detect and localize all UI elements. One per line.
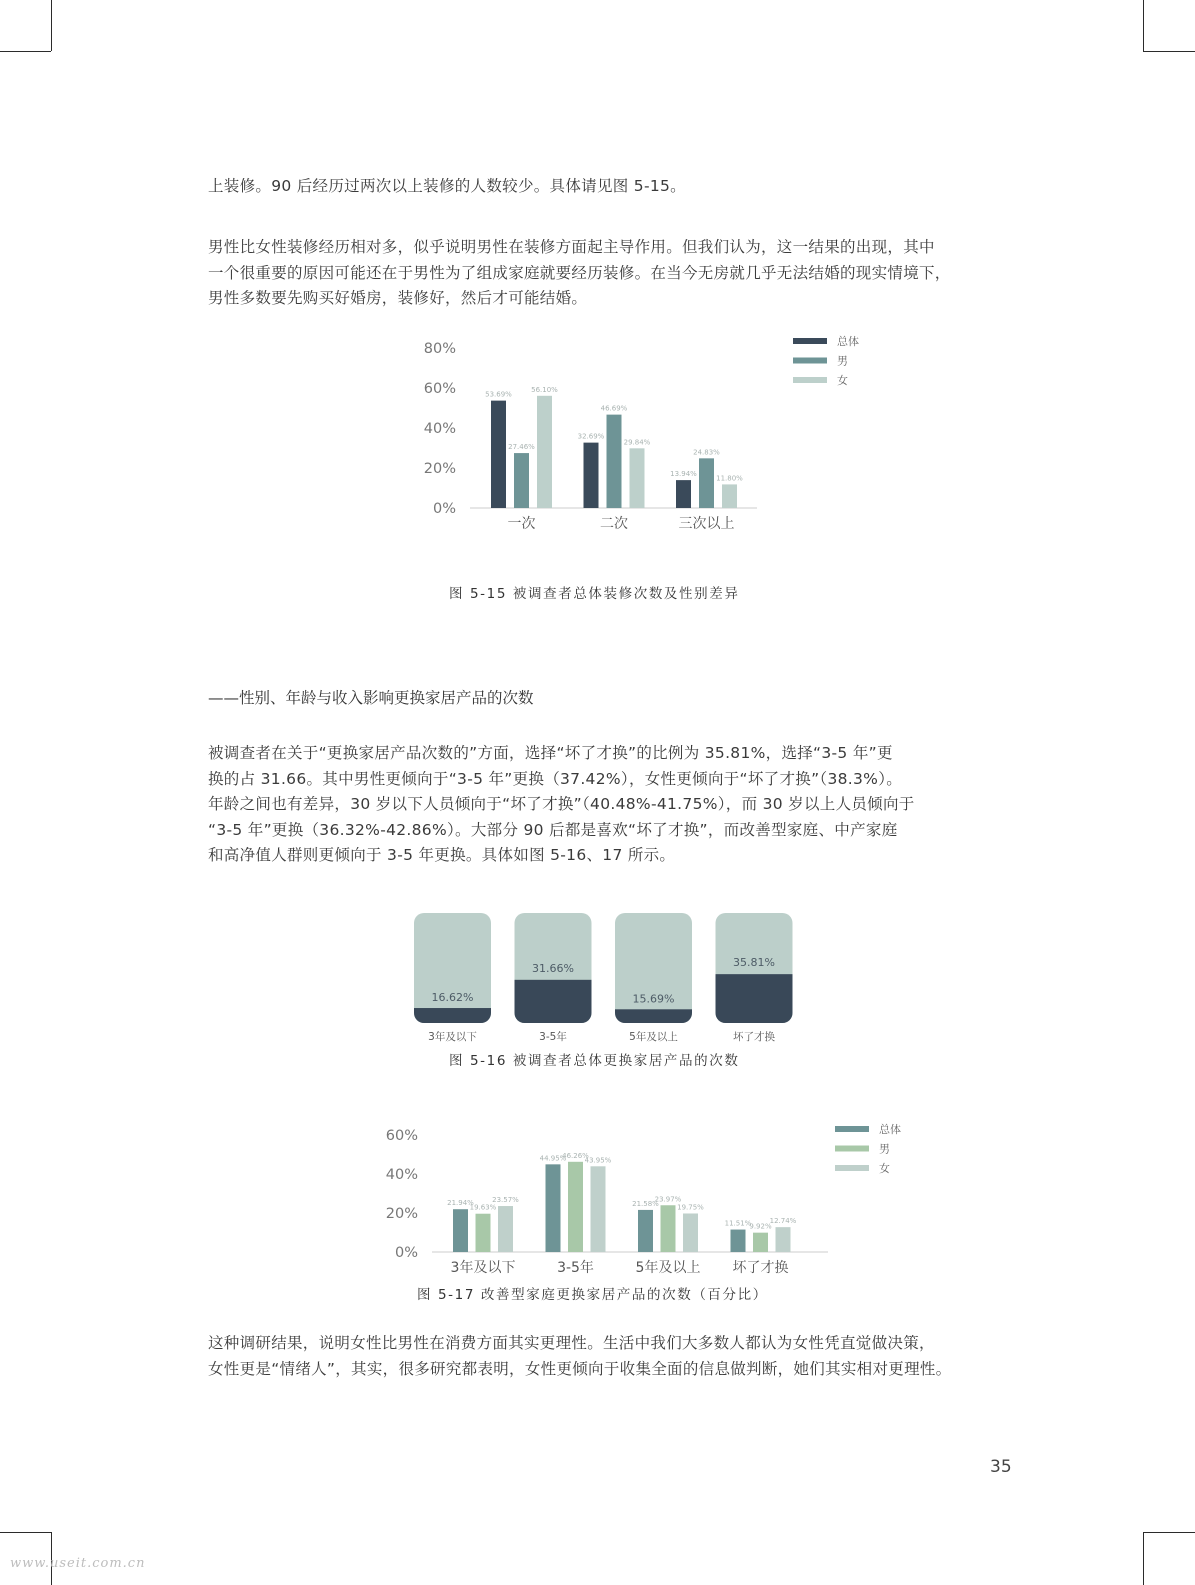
- legend-label: 女: [879, 1162, 890, 1175]
- data-label: 53.69%: [485, 390, 512, 399]
- bar: [638, 1210, 653, 1252]
- bar: [453, 1209, 468, 1252]
- data-label: 43.95%: [584, 1156, 612, 1165]
- y-tick-label: 60%: [385, 1128, 418, 1144]
- legend-label: 男: [837, 354, 848, 368]
- page-number: 35: [990, 1457, 1012, 1477]
- data-label: 44.95%: [539, 1154, 567, 1163]
- data-label: 23.57%: [492, 1196, 519, 1205]
- legend-label: 总体: [879, 1123, 901, 1136]
- data-label: 19.75%: [677, 1203, 704, 1212]
- card-value-label: 15.69%: [632, 992, 675, 1006]
- bar: [731, 1230, 746, 1252]
- legend-label: 男: [879, 1142, 890, 1156]
- bar: [568, 1162, 583, 1252]
- section-heading: ——性别、年龄与收入影响更换家居产品的次数: [208, 689, 534, 707]
- text-line: “3-5 年”更换（36.32%-42.86%）。大部分 90 后都是喜欢“坏了才换”，而改善型家庭、中产家庭: [208, 820, 898, 839]
- crop-mark-bottom-right: [1143, 1532, 1144, 1585]
- legend-swatch: [835, 1146, 869, 1152]
- x-tick-label: 二次: [600, 516, 628, 532]
- bar: [591, 1166, 606, 1252]
- x-tick-label: 5年及以上: [635, 1260, 701, 1276]
- text-line: 年龄之间也有差异，30 岁以下人员倾向于“坏了才换”（40.48%-41.75%），而 30 岁以上人员倾向于: [208, 795, 915, 813]
- data-label: 32.69%: [577, 432, 605, 441]
- y-tick-label: 80%: [423, 341, 456, 357]
- crop-mark-bottom-left: [0, 1532, 51, 1533]
- legend-swatch: [835, 1165, 869, 1171]
- crop-mark-bottom-right: [1143, 1532, 1195, 1533]
- data-label: 21.94%: [447, 1199, 474, 1208]
- card-category-label: 3-5年: [539, 1031, 567, 1043]
- card-category-label: 3年及以下: [428, 1031, 477, 1043]
- figure-caption-5-15: 图 5-15 被调查者总体装修次数及性别差异: [449, 586, 740, 602]
- text-line: 男性比女性装修经历相对多，似乎说明男性在装修方面起主导作用。但我们认为，这一结果的出现，其中: [208, 238, 935, 256]
- data-label: 13.94%: [670, 470, 697, 479]
- data-label: 12.74%: [769, 1217, 797, 1226]
- data-label: 46.69%: [600, 404, 628, 413]
- text-line: 换的占 31.66。其中男性更倾向于“3-5 年”更换（37.42%），女性更倾向于“坏了才换”（38.3%）。: [208, 769, 903, 788]
- card-category-label: 坏了才换: [733, 1031, 775, 1043]
- bar: [753, 1233, 768, 1252]
- data-label: 19.63%: [469, 1203, 497, 1212]
- x-tick-label: 3-5年: [557, 1260, 594, 1276]
- x-tick-label: 一次: [507, 516, 536, 532]
- bar: [476, 1214, 491, 1252]
- data-label: 24.83%: [693, 448, 720, 457]
- y-tick-label: 40%: [423, 421, 456, 437]
- legend-label: 总体: [837, 335, 859, 348]
- watermark: www.useit.com.cn: [10, 1556, 146, 1571]
- y-tick-label: 20%: [385, 1206, 418, 1222]
- data-label: 11.80%: [716, 474, 743, 483]
- x-tick-label: 坏了才换: [732, 1260, 789, 1276]
- figure-caption-5-17: 图 5-17 改善型家庭更换家居产品的次数（百分比）: [417, 1287, 768, 1303]
- legend-swatch: [835, 1126, 869, 1132]
- text-line: 和高净值人群则更倾向于 3-5 年更换。具体如图 5-16、17 所示。: [208, 846, 676, 864]
- paragraph-conclusion: [208, 1331, 1008, 1382]
- card-category-label: 5年及以上: [629, 1031, 678, 1043]
- bar: [683, 1213, 698, 1252]
- y-tick-label: 20%: [423, 461, 456, 477]
- card-value-label: 35.81%: [733, 956, 775, 970]
- y-tick-label: 40%: [385, 1167, 418, 1183]
- x-tick-label: 三次以上: [678, 516, 735, 532]
- text-line: 女性更是“情绪人”，其实，很多研究都表明，女性更倾向于收集全面的信息做判断，她们其实相对更理性。: [208, 1359, 952, 1378]
- y-tick-label: 60%: [423, 381, 456, 397]
- y-tick-label: 0%: [432, 501, 456, 517]
- card-value-label: 16.62%: [431, 991, 474, 1005]
- text-line: 一个很重要的原因可能还在于男性为了组成家庭就要经历装修。在当今无房就几乎无法结婚的现实情境下，: [208, 263, 951, 282]
- data-label: 46.26%: [562, 1151, 589, 1160]
- bar: [498, 1206, 513, 1252]
- data-label: 9.92%: [749, 1222, 772, 1231]
- text-line: 男性多数要先购买好婚房，装修好，然后才可能结婚。: [208, 289, 588, 307]
- text-line: 上装修。90 后经历过两次以上装修的人数较少。具体请见图 5-15。: [208, 177, 686, 195]
- data-label: 21.58%: [632, 1199, 659, 1208]
- data-label: 29.84%: [623, 438, 651, 447]
- y-tick-label: 0%: [394, 1245, 418, 1261]
- bar: [546, 1164, 561, 1252]
- card-value-label: 31.66%: [532, 961, 574, 975]
- data-label: 56.10%: [531, 385, 558, 394]
- data-label: 27.46%: [508, 443, 535, 452]
- bar: [776, 1227, 791, 1252]
- bar: [661, 1205, 676, 1252]
- text-line: 被调查者在关于“更换家居产品次数的”方面，选择“坏了才换”的比例为 35.81%，选择“3-5 年”更: [208, 744, 893, 762]
- text-line: 这种调研结果，说明女性比男性在消费方面其实更理性。生活中我们大多数人都认为女性凭直觉做决策，: [208, 1334, 935, 1352]
- legend-label: 女: [837, 374, 848, 387]
- x-tick-label: 3年及以下: [450, 1260, 516, 1276]
- data-label: 11.51%: [724, 1219, 752, 1228]
- figure-caption-5-16: 图 5-16 被调查者总体更换家居产品的次数: [449, 1053, 740, 1069]
- data-label: 23.97%: [654, 1195, 682, 1204]
